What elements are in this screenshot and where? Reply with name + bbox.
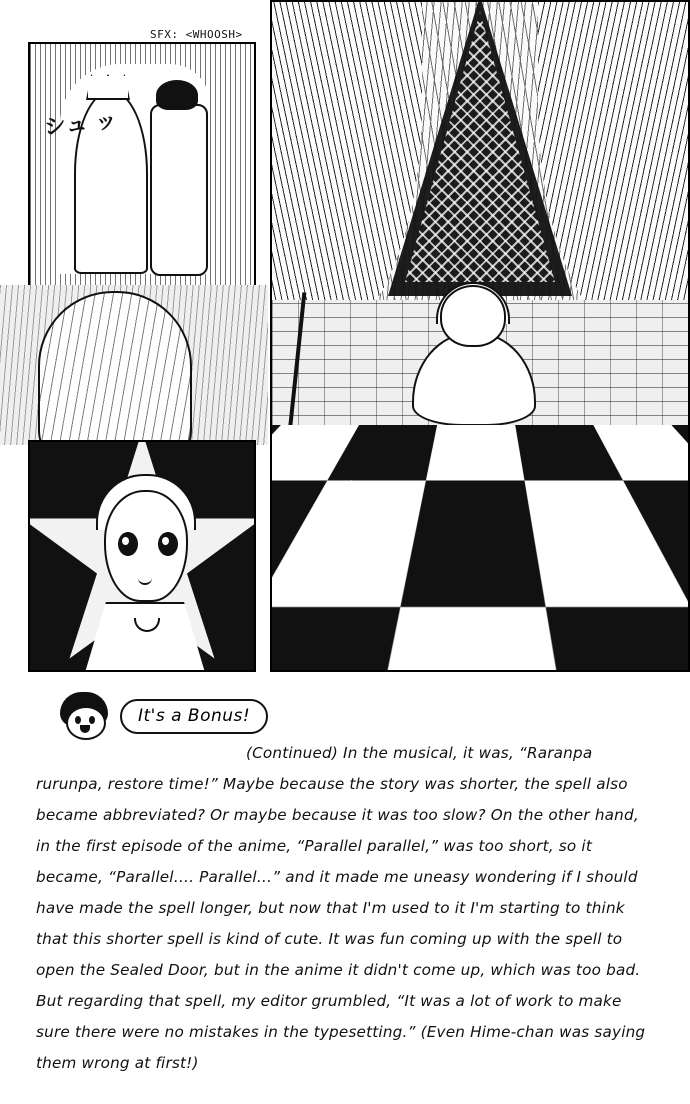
crown-icon [86,74,130,100]
king-figure [150,104,208,276]
chibi-eye-left [75,716,81,724]
panel-top-left [28,42,256,287]
chibi-eye-right [89,716,95,724]
eye-right [158,532,178,556]
bonus-paragraph-text: (Continued) In the musical, it was, “Raranpa rurunpa, restore time!” Maybe because the story was shorter, the spell also became abbreviated? Or maybe because it was too slow? On the other hand, in the first episode of the anime, “Parallel parallel,” was too short, so it became, “Parallel…. Parallel…” and it made me uneasy wondering if I should have made the spell longer, but now that I'm used to it I'm starting to think that this shorter spell is kind of cute. It was fun coming up with the spell to open the Sealed Door, but in the anime it didn't come up, which was too bad. But regarding that spell, my editor grumbled, “It was a lot of work to make sure there were no mistakes in the typesetting.” (Even Hime-chan was saying them wrong at first!) [36,744,646,1072]
girl-head [440,285,506,347]
chibi-face [66,706,106,740]
king-hat [156,80,198,110]
sfx-kana-text: シュ ッ [42,108,119,141]
long-hair-back [38,291,192,445]
bonus-header [58,692,268,740]
eye-highlight [122,537,129,545]
bonus-paragraph [36,738,654,1079]
bonus-column [0,686,690,1104]
sfx-label: SFX: <WHOOSH> [150,28,243,41]
panel-face-closeup [28,440,256,672]
panel-right-large [270,0,690,672]
bonus-title-bubble: It's a Bonus! [120,699,268,734]
floor-hatching [272,600,688,670]
panel-back-of-head [0,285,268,445]
eye-highlight [162,537,169,545]
eye-left [118,532,138,556]
chibi-character-icon [58,692,110,740]
